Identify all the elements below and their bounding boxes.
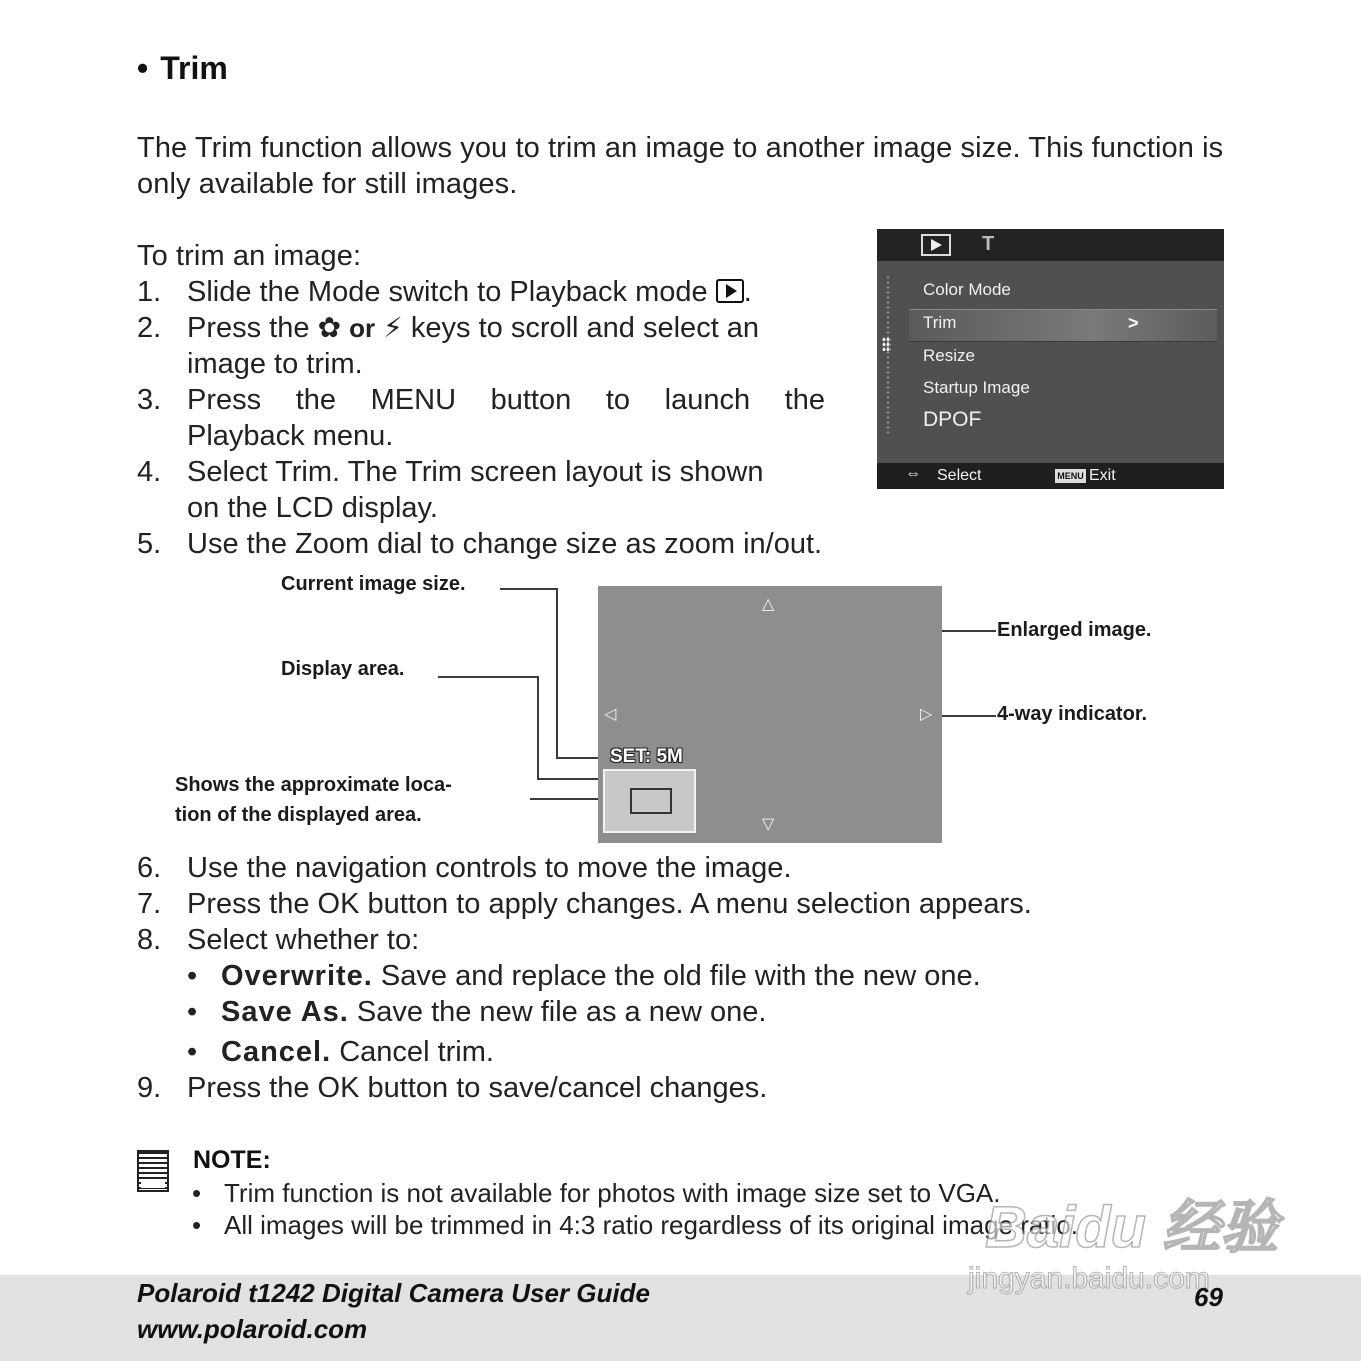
page-number: 69 [1194, 1282, 1223, 1312]
menu-button-icon: MENU [1055, 469, 1086, 483]
label-approx-location-2: tion of the displayed area. [175, 804, 422, 826]
section-title: • Trim [137, 50, 228, 86]
chevron-right-icon: > [1128, 313, 1139, 333]
label-four-way-indicator: 4-way indicator. [997, 703, 1148, 725]
set-size-label: SET: 5M [610, 746, 683, 767]
navigation-box [603, 769, 696, 833]
lcd-item-startup-image: Startup Image [923, 378, 1030, 397]
wrench-tab-icon: T [982, 233, 995, 255]
flash-key-icon: ⚡ [383, 312, 403, 343]
scroll-indicator-position [882, 337, 891, 351]
lcd-footer-exit: Exit [1089, 467, 1116, 484]
watermark-url: jingyan.baidu.com [968, 1262, 1210, 1295]
leader-line [438, 676, 538, 678]
leader-line [556, 588, 558, 758]
lcd-footer [877, 463, 1224, 489]
left-arrow-icon: ◁ [604, 706, 617, 723]
lcd-item-trim: Trim [923, 313, 957, 332]
playback-tab-icon [921, 234, 951, 256]
intro-paragraph: The Trim function allows you to trim an image to another image size. This function is only available for still images. [137, 132, 1224, 200]
label-enlarged-image: Enlarged image. [997, 619, 1152, 641]
scroll-indicator [885, 275, 891, 435]
up-arrow-icon: △ [762, 596, 775, 613]
lcd-item-dpof: DPOF [923, 408, 982, 431]
leader-line [537, 676, 539, 779]
footer-guide-title: Polaroid t1242 Digital Camera User Guide [137, 1278, 650, 1308]
leader-line [940, 715, 996, 717]
lcd-item-resize: Resize [923, 346, 975, 365]
note-item: • All images will be trimmed in 4:3 ratio regardless of its original image ratio. [192, 1210, 1079, 1240]
lcd-menu-tabs [877, 229, 1224, 261]
footer-website: www.polaroid.com [137, 1314, 368, 1344]
playback-mode-icon [716, 279, 744, 303]
label-approx-location-1: Shows the approximate loca- [175, 774, 452, 796]
lcd-footer-select: Select [937, 467, 982, 484]
right-arrow-icon: ▷ [920, 706, 933, 723]
trim-screen [598, 586, 942, 843]
watermark-logo: Baidu 经验 [985, 1195, 1279, 1260]
steps-heading: To trim an image: [137, 240, 362, 272]
down-arrow-icon: ▽ [762, 816, 775, 833]
leader-line [500, 588, 557, 590]
left-right-arrows-icon: ⇔ [905, 465, 921, 482]
lcd-playback-menu [877, 229, 1224, 489]
displayed-area-frame [630, 788, 672, 814]
label-display-area: Display area. [281, 658, 405, 680]
label-current-image-size: Current image size. [281, 573, 466, 595]
note-icon [137, 1150, 169, 1192]
macro-key-icon: ✿ [317, 312, 342, 343]
note-title: NOTE: [193, 1146, 271, 1174]
lcd-item-color-mode: Color Mode [923, 280, 1011, 299]
note-item: • Trim function is not available for photos with image size set to VGA. [192, 1178, 1001, 1208]
